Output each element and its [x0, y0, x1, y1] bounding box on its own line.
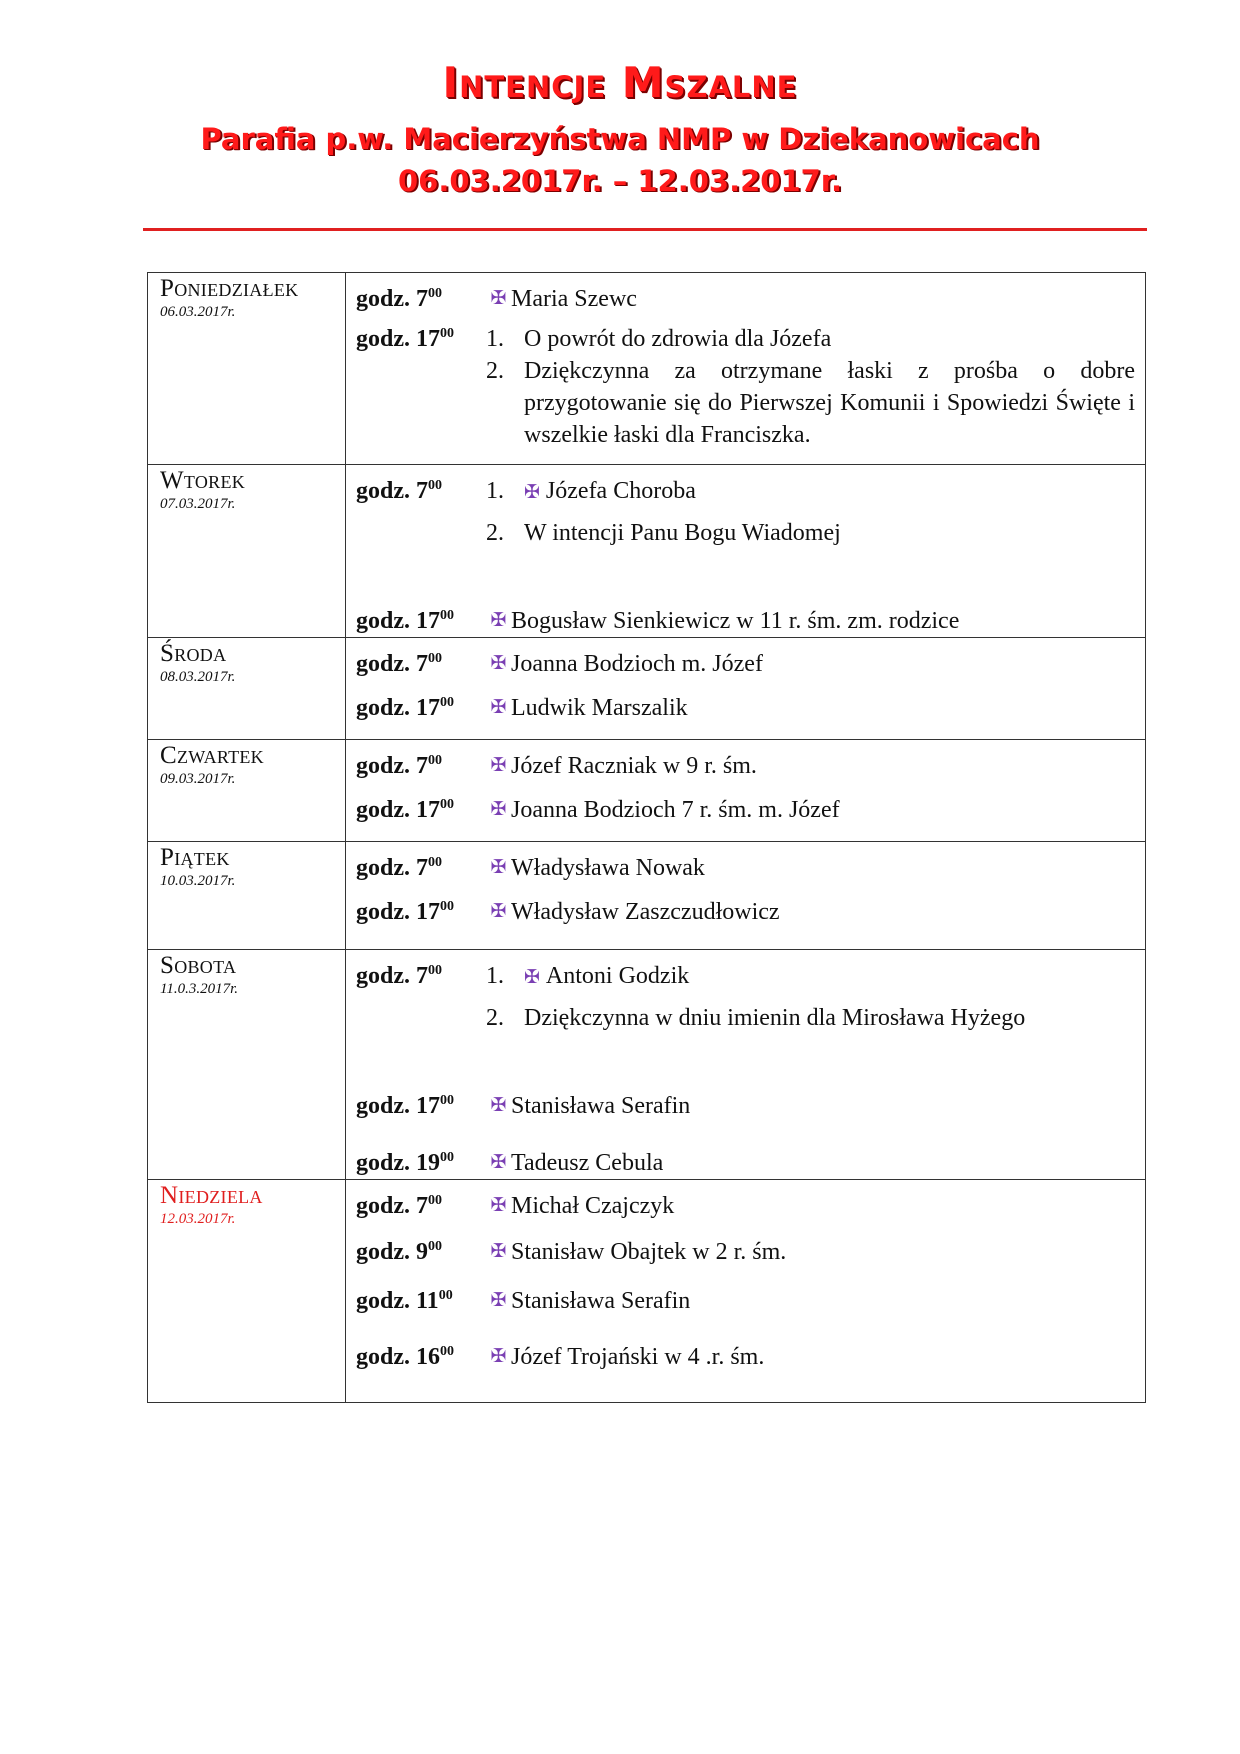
masses-cell: [346, 740, 1146, 842]
day-cell: [148, 842, 346, 950]
day-cell: [148, 740, 346, 842]
time-minutes: 00: [428, 753, 442, 768]
mass-time: [346, 692, 486, 724]
intention-item: [486, 605, 1135, 637]
header-divider: [143, 228, 1147, 231]
mass-entry: [346, 960, 1145, 1034]
mass-time: [346, 605, 486, 637]
intention-number: 2.: [486, 358, 504, 384]
day-cell: [148, 1180, 346, 1403]
day-name: Środa: [160, 640, 227, 667]
time-prefix: godz.: [356, 1150, 410, 1176]
time-prefix: godz.: [356, 899, 410, 925]
intentions-list: [486, 750, 1145, 782]
mass-entry: [346, 750, 1145, 782]
time-hour: 19: [416, 1150, 440, 1176]
intention-item: [486, 692, 1135, 724]
time-minutes: 00: [440, 899, 454, 914]
intention-text: [524, 323, 1135, 355]
mass-entry: [346, 794, 1145, 826]
intention-label: W intencji Panu Bogu Wiadomej: [524, 520, 841, 546]
intention-label: Stanisława Serafin: [511, 1288, 691, 1314]
mass-entry: [346, 1341, 1145, 1373]
mass-time: [346, 960, 486, 992]
cross-icon: ✠: [490, 697, 507, 718]
intention-text: [524, 355, 1135, 451]
mass-time: [346, 896, 486, 928]
mass-entry: [346, 896, 1145, 928]
intention-label: Józef Raczniak w 9 r. śm.: [511, 753, 757, 779]
intention-label: Joanna Bodzioch m. Józef: [511, 651, 763, 677]
masses-cell: [346, 842, 1146, 950]
intention-text: [511, 896, 1135, 928]
mass-entry: [346, 648, 1145, 680]
time-hour: 17: [416, 695, 440, 721]
time-minutes: 00: [428, 286, 442, 301]
mass-time: [346, 1285, 486, 1317]
time-hour: 7: [416, 753, 428, 779]
time-prefix: godz.: [356, 1239, 410, 1265]
day-row: [148, 842, 1146, 950]
intention-label: Antoni Godzik: [545, 963, 690, 989]
mass-time: [346, 1090, 486, 1122]
intention-label: Michał Czajczyk: [511, 1193, 675, 1219]
cross-icon: ✠: [490, 799, 507, 820]
day-cell: [148, 638, 346, 740]
cross-icon: ✠: [490, 857, 507, 878]
time-minutes: 00: [428, 478, 442, 493]
intentions-list: [486, 1341, 1145, 1373]
day-row: [148, 740, 1146, 842]
day-name: Niedziela: [160, 1182, 263, 1209]
intention-item: [486, 1002, 1135, 1034]
cross-icon: ✠: [490, 901, 507, 922]
time-prefix: godz.: [356, 1344, 410, 1370]
intention-text: [511, 283, 1135, 315]
day-name: Piątek: [160, 844, 230, 871]
intentions-list: [486, 1236, 1145, 1268]
time-prefix: godz.: [356, 855, 410, 881]
cross-icon: ✠: [524, 967, 540, 988]
day-name: Sobota: [160, 952, 237, 979]
time-prefix: godz.: [356, 651, 410, 677]
intention-item: [486, 1190, 1135, 1222]
cross-icon: ✠: [490, 755, 507, 776]
intention-item: [486, 794, 1135, 826]
intentions-list: [486, 794, 1145, 826]
time-minutes: 00: [440, 1344, 454, 1359]
time-hour: 16: [416, 1344, 440, 1370]
time-prefix: godz.: [356, 286, 410, 312]
mass-time: [346, 283, 486, 315]
time-hour: 17: [416, 899, 440, 925]
intention-item: [486, 1090, 1135, 1122]
mass-entry: [346, 605, 1145, 637]
day-date: 09.03.2017r.: [160, 771, 236, 788]
time-hour: 7: [416, 478, 428, 504]
time-hour: 17: [416, 608, 440, 634]
intention-item: [486, 960, 1135, 994]
intention-label: Władysław Zaszczudłowicz: [511, 899, 780, 925]
intention-item: [486, 517, 1135, 549]
intention-item: [486, 283, 1135, 315]
intention-label: O powrót do zdrowia dla Józefa: [524, 326, 832, 352]
intention-label: Bogusław Sienkiewicz w 11 r. śm. zm. rodzice: [511, 608, 960, 634]
intention-label: Dziękczynna za otrzymane łaski z prośba o dobre przygotowanie się do Pierwszej Komunii i Spowiedzi Święte i wszelkie łaski dla Franciszka.: [524, 358, 1135, 448]
intention-text: [511, 1190, 1135, 1222]
mass-time: [346, 1147, 486, 1179]
time-prefix: godz.: [356, 326, 410, 352]
time-minutes: 00: [440, 326, 454, 341]
day-cell: [148, 273, 346, 465]
cross-icon: ✠: [490, 1241, 507, 1262]
mass-time: [346, 750, 486, 782]
intentions-list: [486, 1190, 1145, 1222]
cross-icon: ✠: [490, 1195, 507, 1216]
time-hour: 17: [416, 797, 440, 823]
time-prefix: godz.: [356, 478, 410, 504]
time-prefix: godz.: [356, 753, 410, 779]
time-prefix: godz.: [356, 797, 410, 823]
time-minutes: 00: [428, 1239, 442, 1254]
intention-item: [486, 852, 1135, 884]
intention-label: Stanisław Obajtek w 2 r. śm.: [511, 1239, 787, 1265]
day-row: [148, 273, 1146, 465]
time-prefix: godz.: [356, 695, 410, 721]
intention-item: [486, 475, 1135, 509]
mass-time: [346, 852, 486, 884]
day-row: [148, 1180, 1146, 1403]
intentions-list: [486, 1147, 1145, 1179]
mass-entry: [346, 475, 1145, 549]
intention-text: [511, 1090, 1135, 1122]
intention-label: Tadeusz Cebula: [511, 1150, 664, 1176]
intention-text: [511, 1236, 1135, 1268]
intention-number: 2.: [486, 520, 504, 546]
intention-number: 1.: [486, 326, 504, 352]
cross-icon: ✠: [524, 482, 540, 503]
intentions-list: [486, 605, 1145, 637]
time-hour: 7: [416, 1193, 428, 1219]
time-prefix: godz.: [356, 963, 410, 989]
intention-label: Dziękczynna w dniu imienin dla Mirosława Hyżego: [524, 1005, 1026, 1031]
cross-icon: ✠: [490, 1290, 507, 1311]
intentions-list: [486, 896, 1145, 928]
time-prefix: godz.: [356, 608, 410, 634]
masses-cell: [346, 950, 1146, 1180]
intention-label: Maria Szewc: [511, 286, 637, 312]
time-minutes: 00: [440, 797, 454, 812]
day-row: [148, 950, 1146, 1180]
date-range: 06.03.2017r. – 12.03.2017r.: [398, 164, 842, 199]
mass-entry: [346, 323, 1145, 451]
intention-text: [524, 960, 1135, 994]
intention-text: [511, 1147, 1135, 1179]
time-minutes: 00: [440, 1093, 454, 1108]
intention-number: 2.: [486, 1005, 504, 1031]
time-hour: 7: [416, 963, 428, 989]
intention-label: Józef Trojański w 4 .r. śm.: [511, 1344, 765, 1370]
day-cell: [148, 465, 346, 638]
intention-text: [511, 692, 1135, 724]
intention-label: Stanisława Serafin: [511, 1093, 691, 1119]
intentions-list: [486, 648, 1145, 680]
day-date: 06.03.2017r.: [160, 304, 236, 321]
day-date: 10.03.2017r.: [160, 873, 236, 890]
time-prefix: godz.: [356, 1093, 410, 1119]
mass-entry: [346, 852, 1145, 884]
intention-label: Joanna Bodzioch 7 r. śm. m. Józef: [511, 797, 840, 823]
time-minutes: 00: [440, 695, 454, 710]
intention-label: Ludwik Marszalik: [511, 695, 688, 721]
time-minutes: 00: [438, 1288, 453, 1303]
masses-cell: [346, 1180, 1146, 1403]
page-header: [0, 60, 1240, 202]
intention-item: [486, 1236, 1135, 1268]
time-minutes: 00: [440, 1150, 454, 1165]
page-title: Intencje Mszalne: [442, 58, 798, 107]
masses-cell: [346, 638, 1146, 740]
cross-icon: ✠: [490, 610, 507, 631]
mass-time: [346, 1341, 486, 1373]
day-date: 08.03.2017r.: [160, 669, 236, 686]
intention-text: [511, 750, 1135, 782]
intention-text: [511, 648, 1135, 680]
time-hour: 7: [416, 855, 428, 881]
intentions-list: [486, 323, 1145, 451]
intention-item: [486, 1341, 1135, 1373]
day-name: Wtorek: [160, 467, 246, 494]
cross-icon: ✠: [490, 288, 507, 309]
intentions-list: [486, 283, 1145, 315]
parish-name: Parafia p.w. Macierzyństwa NMP w Dziekanowicach: [200, 122, 1040, 157]
intention-item: [486, 648, 1135, 680]
intention-item: [486, 355, 1135, 451]
intention-text: [524, 517, 1135, 549]
intention-item: [486, 750, 1135, 782]
time-hour: 7: [416, 286, 428, 312]
time-hour: 11: [416, 1288, 439, 1314]
mass-entry: [346, 1285, 1145, 1317]
intention-item: [486, 896, 1135, 928]
time-hour: 17: [416, 326, 440, 352]
intention-text: [524, 475, 1135, 509]
cross-icon: ✠: [490, 1152, 507, 1173]
time-minutes: 00: [428, 963, 442, 978]
day-row: [148, 638, 1146, 740]
time-minutes: 00: [428, 1193, 442, 1208]
time-minutes: 00: [428, 855, 442, 870]
intention-item: [486, 323, 1135, 355]
mass-time: [346, 1236, 486, 1268]
intention-text: [511, 852, 1135, 884]
intention-number: 1.: [486, 963, 504, 989]
intention-text: [511, 1285, 1135, 1317]
intention-text: [511, 605, 1135, 637]
intention-text: [511, 1341, 1135, 1373]
cross-icon: ✠: [490, 1095, 507, 1116]
mass-time: [346, 1190, 486, 1222]
mass-time: [346, 475, 486, 507]
intention-text: [511, 794, 1135, 826]
day-date: 11.0.3.2017r.: [160, 981, 239, 998]
time-hour: 9: [416, 1239, 428, 1265]
mass-time: [346, 323, 486, 355]
intention-item: [486, 1285, 1135, 1317]
intention-label: Władysława Nowak: [511, 855, 705, 881]
time-hour: 17: [416, 1093, 440, 1119]
mass-entry: [346, 1190, 1145, 1222]
day-row: [148, 465, 1146, 638]
day-date: 12.03.2017r.: [160, 1211, 236, 1228]
mass-entry: [346, 692, 1145, 724]
day-date: 07.03.2017r.: [160, 496, 236, 513]
masses-cell: [346, 465, 1146, 638]
intentions-list: [486, 1285, 1145, 1317]
time-hour: 7: [416, 651, 428, 677]
intentions-list: [486, 852, 1145, 884]
day-name: Poniedziałek: [160, 275, 299, 302]
time-minutes: 00: [428, 651, 442, 666]
intentions-list: [486, 1090, 1145, 1122]
masses-cell: [346, 273, 1146, 465]
mass-entry: [346, 283, 1145, 315]
intentions-list: [486, 692, 1145, 724]
mass-entry: [346, 1090, 1145, 1122]
intention-item: [486, 1147, 1135, 1179]
intention-text: [524, 1002, 1135, 1034]
mass-entry: [346, 1147, 1145, 1179]
cross-icon: ✠: [490, 653, 507, 674]
mass-entry: [346, 1236, 1145, 1268]
intentions-list: [486, 960, 1145, 1034]
mass-schedule-table: [147, 272, 1146, 1403]
mass-time: [346, 648, 486, 680]
cross-icon: ✠: [490, 1346, 507, 1367]
intentions-list: [486, 475, 1145, 549]
mass-time: [346, 794, 486, 826]
day-name: Czwartek: [160, 742, 264, 769]
time-prefix: godz.: [356, 1193, 410, 1219]
intention-number: 1.: [486, 478, 504, 504]
time-prefix: godz.: [356, 1288, 410, 1314]
intention-label: Józefa Choroba: [545, 478, 696, 504]
day-cell: [148, 950, 346, 1180]
time-minutes: 00: [440, 608, 454, 623]
